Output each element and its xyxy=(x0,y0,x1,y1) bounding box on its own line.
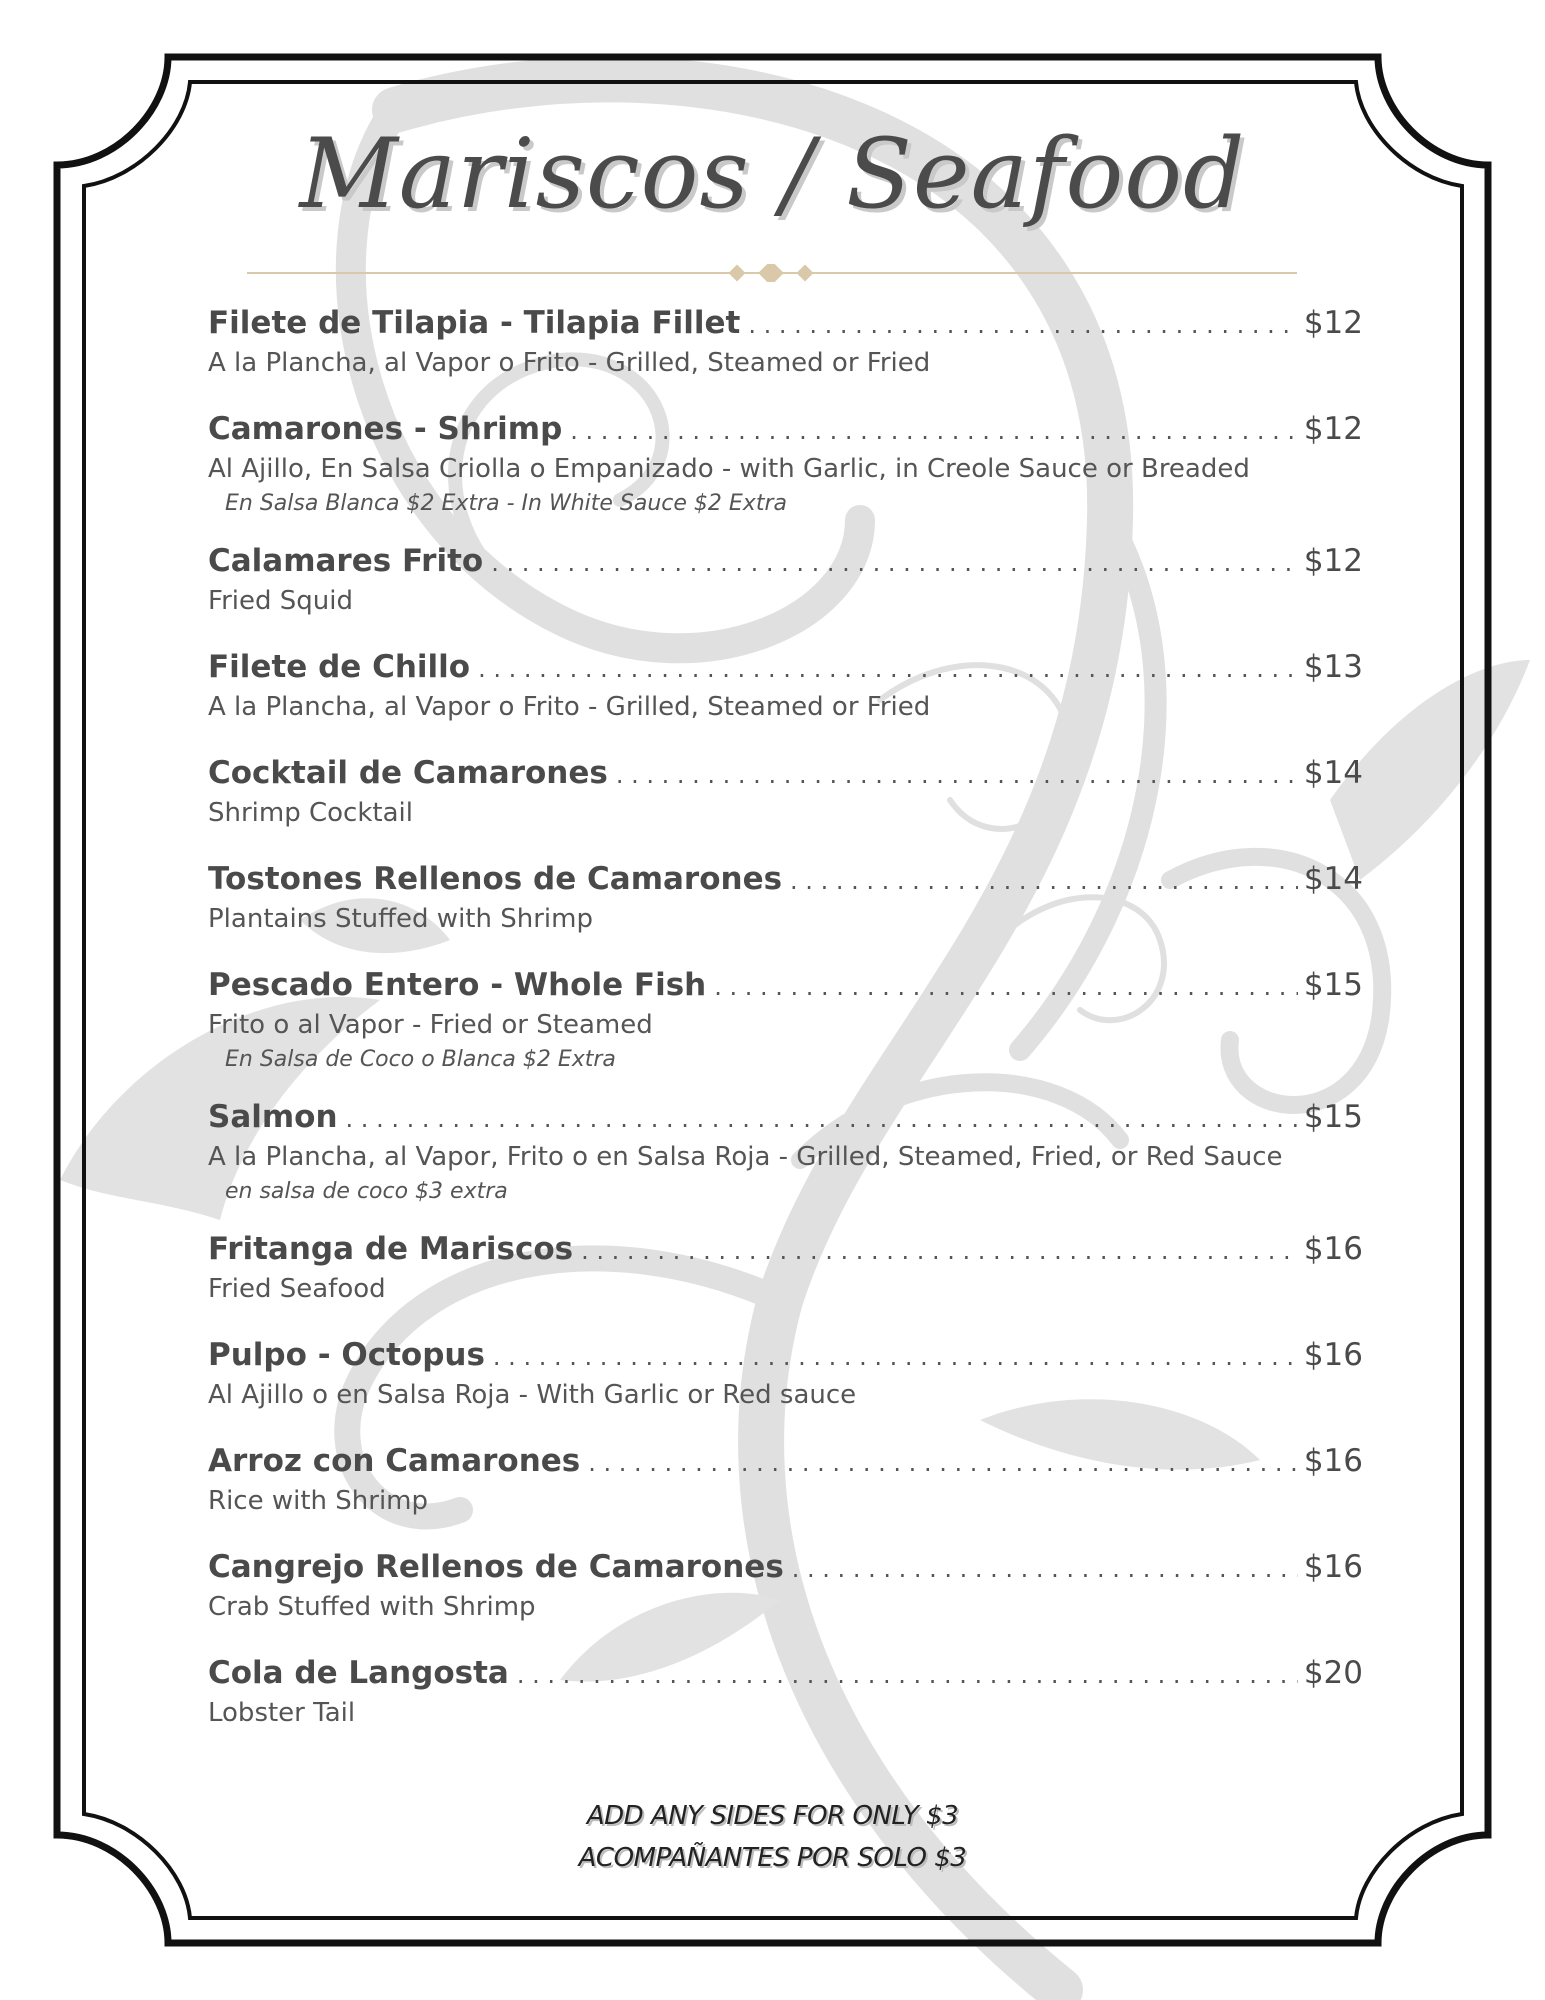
dot-leader xyxy=(588,1442,1298,1484)
menu-item-name: Filete de Chillo xyxy=(208,649,471,685)
menu-item-note: En Salsa Blanca $2 Extra - In White Sauce $2 Extra xyxy=(225,491,787,516)
sides-notice-spanish: ACOMPAÑANTES POR SOLO $3 xyxy=(578,1843,967,1873)
menu-item-name: Pescado Entero - Whole Fish xyxy=(208,967,707,1003)
menu-item-price: $12 xyxy=(1303,305,1363,341)
menu-item-name: Cola de Langosta xyxy=(208,1655,509,1691)
menu-item-price: $14 xyxy=(1303,755,1363,791)
page-title: Mariscos / Seafood xyxy=(299,118,1246,230)
menu-item-row xyxy=(208,1440,1363,1482)
menu-item xyxy=(208,408,1363,520)
dot-leader xyxy=(517,1654,1298,1696)
dot-leader xyxy=(346,1098,1298,1140)
dot-leader xyxy=(478,648,1298,690)
dot-leader xyxy=(748,304,1297,346)
menu-item-row xyxy=(208,752,1363,794)
menu-item-name: Calamares Frito xyxy=(208,543,484,579)
menu-item-description: Shrimp Cocktail xyxy=(208,798,413,828)
menu-item-description: A la Plancha, al Vapor, Frito o en Salsa Roja - Grilled, Steamed, Fried, or Red Sauce xyxy=(208,1142,1283,1172)
menu-item-row xyxy=(208,1228,1363,1270)
menu-item-price: $16 xyxy=(1303,1443,1363,1479)
dot-leader xyxy=(581,1230,1298,1272)
menu-item-name: Cangrejo Rellenos de Camarones xyxy=(208,1549,784,1585)
menu-item-price: $16 xyxy=(1303,1337,1363,1373)
menu-item xyxy=(208,1228,1363,1308)
menu-item-price: $12 xyxy=(1303,411,1363,447)
dot-leader xyxy=(714,966,1298,1008)
menu-item-name: Filete de Tilapia - Tilapia Fillet xyxy=(208,305,741,341)
menu-item-row xyxy=(208,646,1363,688)
menu-item-row xyxy=(208,964,1363,1006)
menu-item-price: $12 xyxy=(1303,543,1363,579)
menu-item-note: en salsa de coco $3 extra xyxy=(225,1179,508,1204)
menu-item-row xyxy=(208,540,1363,582)
menu-item-price: $20 xyxy=(1303,1655,1363,1691)
menu-item-description: Al Ajillo o en Salsa Roja - With Garlic or Red sauce xyxy=(208,1380,857,1410)
menu-item xyxy=(208,646,1363,726)
menu-item-description: Al Ajillo, En Salsa Criolla o Empanizado - with Garlic, in Creole Sauce or Breaded xyxy=(208,454,1250,484)
menu-item-row xyxy=(208,302,1363,344)
menu-item xyxy=(208,964,1363,1076)
menu-item xyxy=(208,1096,1363,1208)
menu-item-name: Salmon xyxy=(208,1099,338,1135)
menu-item-name: Fritanga de Mariscos xyxy=(208,1231,574,1267)
menu-item-row xyxy=(208,1334,1363,1376)
menu-item-price: $16 xyxy=(1303,1231,1363,1267)
menu-item-description: Fried Squid xyxy=(208,586,353,616)
menu-item-description: Plantains Stuffed with Shrimp xyxy=(208,904,593,934)
menu-item xyxy=(208,1440,1363,1520)
title-divider xyxy=(247,264,1297,282)
menu-item xyxy=(208,302,1363,382)
sides-notice xyxy=(0,1795,1545,1879)
menu-item-row xyxy=(208,408,1363,450)
menu-item-description: Lobster Tail xyxy=(208,1698,356,1728)
menu-item xyxy=(208,752,1363,832)
menu-item-price: $16 xyxy=(1303,1549,1363,1585)
menu-item-price: $13 xyxy=(1303,649,1363,685)
menu-item-description: Crab Stuffed with Shrimp xyxy=(208,1592,536,1622)
menu-item xyxy=(208,1652,1363,1732)
menu-item-price: $15 xyxy=(1303,967,1363,1003)
dot-leader xyxy=(491,542,1298,584)
menu-item-description: Fried Seafood xyxy=(208,1274,386,1304)
menu-item-row xyxy=(208,1096,1363,1138)
menu-item xyxy=(208,1334,1363,1414)
menu-item-price: $15 xyxy=(1303,1099,1363,1135)
menu-item-note: En Salsa de Coco o Blanca $2 Extra xyxy=(225,1047,616,1072)
menu-item xyxy=(208,1546,1363,1626)
menu-list xyxy=(208,302,1363,1758)
menu-item-name: Arroz con Camarones xyxy=(208,1443,581,1479)
dot-leader xyxy=(616,754,1298,796)
menu-item-description: Frito o al Vapor - Fried or Steamed xyxy=(208,1010,653,1040)
menu-item-name: Camarones - Shrimp xyxy=(208,411,563,447)
menu-item-name: Tostones Rellenos de Camarones xyxy=(208,861,783,897)
dot-leader xyxy=(570,410,1298,452)
menu-item xyxy=(208,858,1363,938)
menu-item-description: A la Plancha, al Vapor o Frito - Grilled, Steamed or Fried xyxy=(208,348,931,378)
menu-item-row xyxy=(208,1546,1363,1588)
dot-leader xyxy=(493,1336,1298,1378)
menu-item-name: Pulpo - Octopus xyxy=(208,1337,485,1373)
dot-leader xyxy=(790,860,1298,902)
menu-item-row xyxy=(208,858,1363,900)
menu-item xyxy=(208,540,1363,620)
menu-item-price: $14 xyxy=(1303,861,1363,897)
menu-item-description: A la Plancha, al Vapor o Frito - Grilled, Steamed or Fried xyxy=(208,692,931,722)
menu-item-row xyxy=(208,1652,1363,1694)
menu-item-description: Rice with Shrimp xyxy=(208,1486,428,1516)
sides-notice-english: ADD ANY SIDES FOR ONLY $3 xyxy=(586,1801,959,1831)
menu-item-name: Cocktail de Camarones xyxy=(208,755,608,791)
dot-leader xyxy=(792,1548,1298,1590)
